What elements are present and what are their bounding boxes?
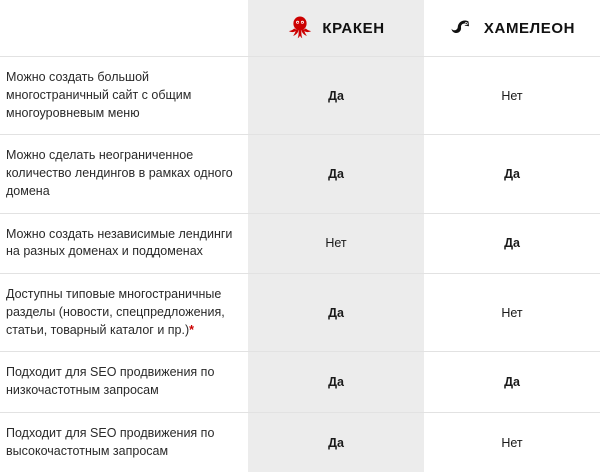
value-kraken (248, 352, 424, 413)
feature-label: Можно создать независимые лендинги на разных доменах и поддоменах (0, 213, 248, 274)
value-chameleon (424, 352, 600, 413)
value-text: Нет (325, 236, 346, 250)
feature-label: Можно сделать неограниченное количество лендингов в рамках одного домена (0, 135, 248, 213)
octopus-icon (287, 14, 313, 42)
value-text: Да (328, 167, 344, 181)
value-text: Да (504, 167, 520, 181)
value-text: Да (328, 306, 344, 320)
value-chameleon (424, 213, 600, 274)
header-row (0, 0, 600, 57)
value-text: Нет (501, 306, 522, 320)
header-chameleon-cell (424, 0, 600, 57)
table-row (0, 135, 600, 213)
feature-text: Доступны типовые многостраничные разделы (новости, спецпредложения, статьи, товарный каталог и пр.) (6, 287, 225, 337)
feature-label: Можно создать большой многостраничный сайт с общим многоуровневым меню (0, 57, 248, 135)
table-body (0, 57, 600, 472)
value-kraken (248, 412, 424, 472)
value-kraken (248, 57, 424, 135)
table-row (0, 213, 600, 274)
value-text: Да (328, 89, 344, 103)
value-text: Нет (501, 89, 522, 103)
header-chameleon-label: ХАМЕЛЕОН (484, 20, 575, 37)
value-text: Да (328, 375, 344, 389)
table-row (0, 352, 600, 413)
value-kraken (248, 274, 424, 352)
table-header (0, 0, 600, 57)
value-text: Нет (501, 436, 522, 450)
table-row (0, 274, 600, 352)
value-chameleon (424, 57, 600, 135)
brand-chameleon (424, 14, 600, 42)
value-chameleon (424, 412, 600, 472)
brand-kraken (248, 14, 424, 42)
table-row (0, 412, 600, 472)
value-kraken (248, 135, 424, 213)
value-kraken (248, 213, 424, 274)
footnote-marker: * (189, 323, 194, 337)
value-chameleon (424, 274, 600, 352)
chameleon-icon (449, 14, 475, 42)
value-text: Да (504, 375, 520, 389)
header-kraken-cell (248, 0, 424, 57)
feature-label: Подходит для SEO продвижения по высокочастотным запросам (0, 412, 248, 472)
value-text: Да (504, 236, 520, 250)
header-kraken-label: КРАКЕН (322, 20, 384, 37)
table-row (0, 57, 600, 135)
value-text: Да (328, 436, 344, 450)
header-feature-cell (0, 0, 248, 57)
feature-label: Подходит для SEO продвижения по низкочастотным запросам (0, 352, 248, 413)
feature-label (0, 274, 248, 352)
value-chameleon (424, 135, 600, 213)
